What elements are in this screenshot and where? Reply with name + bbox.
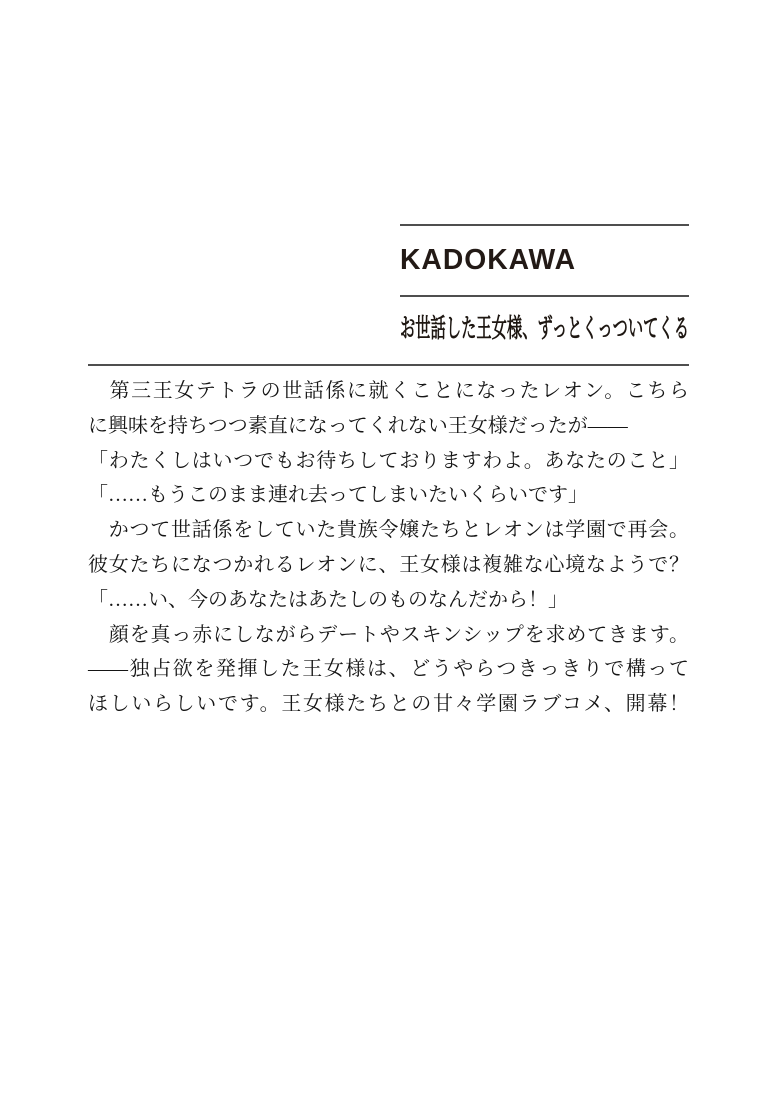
- synopsis-line: かつて世話係をしていた貴族令嬢たちとレオンは学園で再会。: [88, 519, 689, 542]
- synopsis-line: 「わたくしはいつでもお待ちしておりますわよ。あなたのこと」: [88, 449, 689, 472]
- synopsis-line: ――独占欲を発揮した王女様は、どうやらつきっきりで構って: [88, 658, 689, 681]
- book-title-text: お世話した王女様、ずっとくっついてくる: [400, 313, 689, 343]
- header-rule-top: [400, 224, 689, 226]
- synopsis-line: 「……もうこのまま連れ去ってしまいたいくらいです」: [88, 484, 588, 507]
- synopsis-line: に興味を持ちつつ素直になってくれない王女様だったが――: [88, 414, 628, 437]
- synopsis-line: 「……い、今のあなたはあたしのものなんだから！」: [88, 588, 568, 611]
- header-rule-bottom: [400, 295, 689, 297]
- publisher-logo-text: KADOKAWA: [400, 244, 576, 276]
- synopsis-line: 彼女たちになつかれるレオンに、王女様は複雑な心境なようで？: [88, 553, 689, 576]
- book-title: [400, 313, 689, 344]
- synopsis-line: 顔を真っ赤にしながらデートやスキンシップを求めてきます。: [88, 623, 689, 646]
- synopsis-rule: [88, 364, 689, 366]
- publisher-logo: [400, 244, 580, 276]
- synopsis-line: 第三王女テトラの世話係に就くことになったレオン。こちら: [88, 380, 689, 402]
- synopsis-line: ほしいらしいです。王女様たちとの甘々学園ラブコメ、開幕！: [88, 693, 689, 716]
- synopsis: [88, 374, 689, 722]
